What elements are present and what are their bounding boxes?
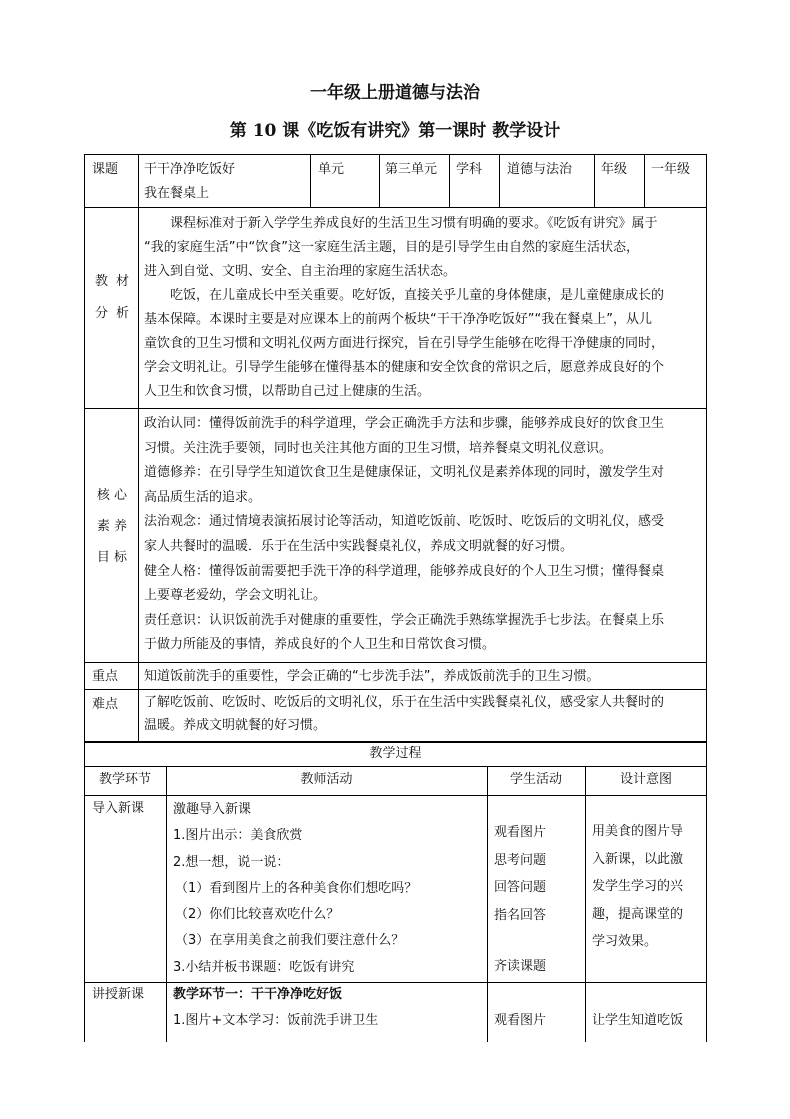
new-lesson-heading: 教学环节一：干干净净吃好饭: [173, 987, 343, 1002]
col-divider: [594, 154, 595, 207]
col-divider: [138, 154, 139, 742]
key-point-text: 知道饭前洗手的重要性，学会正确的“七步洗手法”，养成饭前洗手的卫生习惯。: [144, 669, 600, 684]
row-divider: [84, 662, 707, 663]
row-divider: [84, 408, 707, 409]
col-divider: [379, 154, 380, 207]
analysis-text: 课程标准对于新入学学生养成良好的生活卫生习惯有明确的要求。《吃饭有讲究》属于 “我的家庭生活”中“饮食”这一家庭生活主题，目的是引导学生由自然的家庭生活状态， 进入到自觉、文明、安全、自主治理的家庭生活状态。 吃饭，在儿童成长中至关重要。吃好饭，直接关乎儿童的身体健康，是儿童健康成长的 基本保障。本课时主要是对应课本上的前两个板块“干干净净吃饭好”“我在餐桌上”，从儿 童饮食的卫生习惯和文明礼仪两方面进行探究，旨在引导学生能够在吃得干净健康的同时， 学会文明礼让。引导学生能够在懂得基本的健康和安全饮食的常识之后，愿意养成良好的个 人卫生和饮食习惯，以帮助自己过上健康的生活。: [144, 216, 665, 399]
row-divider: [84, 689, 707, 690]
goals-label: 核 心 素 养 目 标: [96, 488, 128, 565]
row-divider: [84, 766, 707, 767]
key-point-label: 重点: [92, 669, 119, 684]
process-heading: 教学过程: [369, 746, 422, 761]
row-divider: [84, 982, 707, 983]
col-divider: [644, 154, 645, 207]
intro-teacher-activity: 激趣导入新课 1.图片出示：美食欣赏 2.想一想，说一说： （1）看到图片上的各种美食你们想吃吗？ （2）你们比较喜欢吃什么？ （3）在享用美食之前我们要注意什么？ 3.小结并板书课题：吃饭有讲究: [173, 802, 418, 975]
new-lesson-student: 观看图片: [494, 1013, 547, 1028]
header-student: 学生活动: [509, 772, 562, 787]
topic-line-2: 我在餐桌上: [144, 186, 210, 201]
header-teacher: 教师活动: [300, 772, 353, 787]
lesson-title: 第 10 课《吃饭有讲究》第一课时 教学设计: [229, 121, 561, 141]
grade-value: 一年级: [651, 162, 691, 177]
col-divider: [310, 154, 311, 207]
col-divider: [166, 766, 167, 1042]
col-divider: [585, 766, 586, 1042]
analysis-label: 教 材 分 析: [94, 274, 130, 321]
header-intent: 设计意图: [619, 772, 672, 787]
unit-value: 第三单元: [385, 162, 438, 177]
topic-line-1: 干干净净吃饭好: [144, 162, 236, 177]
col-divider: [487, 766, 488, 1042]
intro-design-intent: 用美食的图片导 入新课，以此激 发学生学习的兴 趣，提高课堂的 学习效果。: [592, 824, 684, 949]
stage-intro: 导入新课: [92, 801, 145, 816]
grade-label: 年级: [601, 162, 628, 177]
row-divider: [84, 795, 707, 796]
unit-label: 单元: [318, 162, 345, 177]
difficult-point-label: 难点: [92, 697, 119, 712]
new-lesson-teacher-line: 1.图片+文本学习：饭前洗手讲卫生: [173, 1013, 379, 1028]
goals-text: 政治认同：懂得饭前洗手的科学道理，学会正确洗手方法和步骤，能够养成良好的饮食卫生 习惯。关注洗手要领，同时也关注其他方面的卫生习惯，培养餐桌文明礼仪意识。 道德修养：在引导学生知道饮食卫生是健康保证，文明礼仪是素养体现的同时，激发学生对 高品质生活的追求。 法治观念：通过情境表演拓展讨论等活动，知道吃饭前、吃饭时、吃饭后的文明礼仪，感受 家人共餐时的温暖．乐于在生活中实践餐桌礼仪，养成文明就餐的好习惯。 健全人格：懂得饭前需要把手洗干净的科学道理，能够养成良好的个人卫生习惯；懂得餐桌 上要尊老爱幼，学会文明礼让。 责任意识：认识饭前洗手对健康的重要性，学会正确洗手熟练掌握洗手七步法。在餐桌上乐 于做力所能及的事情，养成良好的个人卫生和日常饮食习惯。: [144, 416, 665, 653]
new-lesson-intent: 让学生知道吃饭: [592, 1013, 684, 1028]
row-divider: [84, 207, 707, 208]
intro-student-activity: 观看图片 思考问题 回答问题 指名回答 齐读课题: [494, 825, 547, 974]
stage-new-lesson: 讲授新课: [92, 987, 145, 1002]
header-stage: 教学环节: [98, 772, 151, 787]
subject-value: 道德与法治: [507, 162, 573, 177]
page-title: 一年级上册道德与法治: [310, 83, 480, 103]
difficult-point-text: 了解吃饭前、吃饭时、吃饭后的文明礼仪，乐于在生活中实践餐桌礼仪，感受家人共餐时的 温暖。养成文明就餐的好习惯。: [144, 695, 665, 733]
topic-label: 课题: [92, 162, 119, 177]
col-divider: [499, 154, 500, 207]
col-divider: [449, 154, 450, 207]
subject-label: 学科: [456, 162, 483, 177]
